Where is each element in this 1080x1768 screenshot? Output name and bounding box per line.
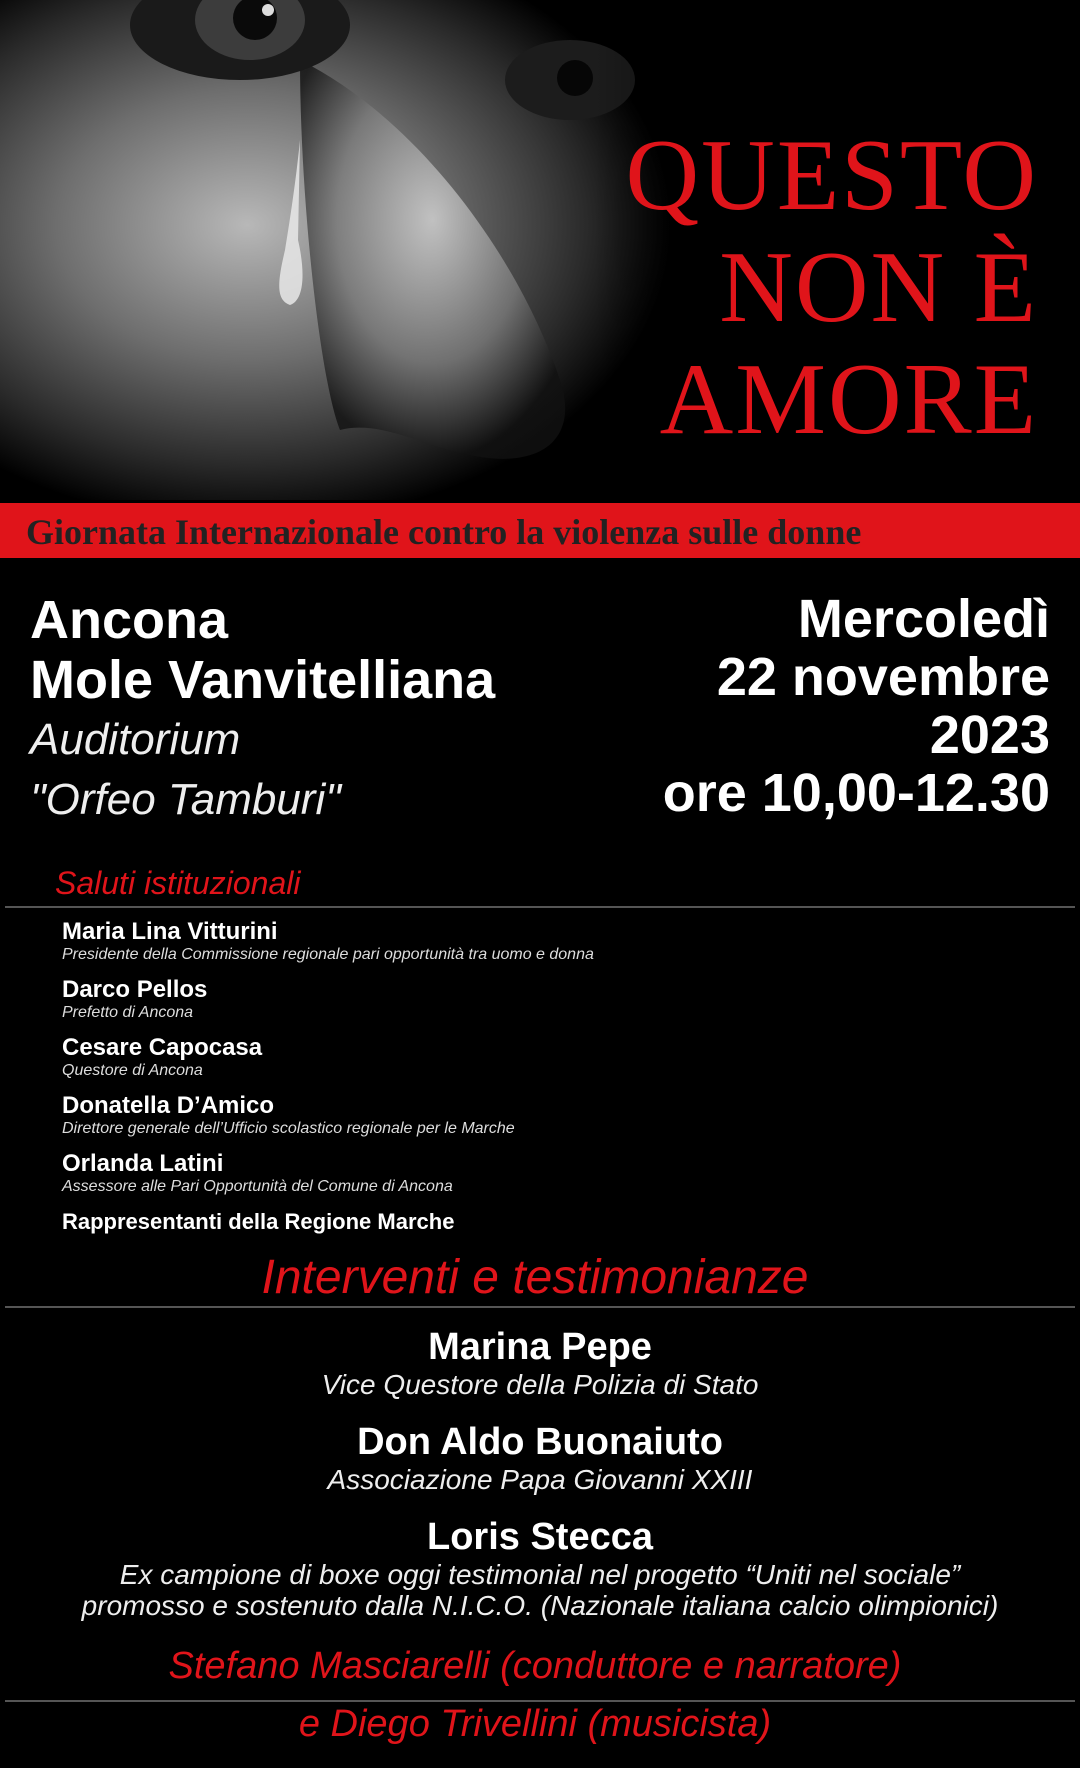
speakers-list [0,1325,1080,1641]
greetings-heading: Saluti istituzionali [55,865,301,901]
list-item [62,1208,594,1236]
subtitle-banner [0,503,1080,558]
hall: Auditorium [30,715,241,764]
speaker-name: Marina Pepe [428,1326,652,1368]
banner-text: Giornata Internazionale contro la violenza sulle donne [26,512,862,552]
list-item [62,976,594,1022]
person-role: Direttore generale dell’Ufficio scolastico regionale per le Marche [62,1120,515,1137]
weekday: Mercoledì [797,589,1050,649]
list-item [0,1515,1080,1621]
person-name: Cesare Capocasa [62,1034,263,1061]
list-item [62,918,594,964]
date-block [663,590,1050,822]
person-name: Maria Lina Vitturini [62,918,278,945]
speaker-name: Loris Stecca [427,1516,653,1558]
talks-heading: Interventi e testimonianze [261,1251,809,1304]
event-title [626,120,1038,456]
person-name: Orlanda Latini [62,1150,224,1177]
title-line: QUESTO [625,119,1038,232]
city: Ancona [30,590,229,650]
venue: Mole Vanvitelliana [30,650,496,710]
list-item [62,1150,594,1196]
speaker-name: Don Aldo Buonaiuto [357,1421,723,1463]
speaker-role: Ex campione di boxe oggi testimonial nel progetto “Uniti nel sociale” [119,1559,961,1590]
person-role: Questore di Ancona [62,1062,203,1079]
title-line: AMORE [659,343,1038,456]
closing-line: e Diego Trivellini (musicista) [298,1703,772,1745]
person-role: Assessore alle Pari Opportunità del Comune di Ancona [62,1178,453,1195]
list-item [62,1092,594,1138]
person-name: Rappresentanti della Regione Marche [62,1209,455,1234]
person-name: Donatella D’Amico [62,1092,275,1119]
day-month: 22 novembre [716,647,1050,707]
time: ore 10,00-12.30 [662,763,1050,823]
location-block [30,590,495,830]
speaker-role: Associazione Papa Giovanni XXIII [327,1464,753,1495]
person-role: Prefetto di Ancona [62,1004,194,1021]
person-name: Darco Pellos [62,976,208,1003]
speaker-role: promosso e sostenuto dalla N.I.C.O. (Nazionale italiana calcio olimpionici) [81,1590,999,1621]
person-role: Presidente della Commissione regionale pari opportunità tra uomo e donna [62,946,594,963]
list-item [0,1325,1080,1400]
greetings-list [62,918,594,1248]
title-line: NON È [719,231,1038,344]
speaker-role: Vice Questore della Polizia di Stato [321,1369,759,1400]
hero-photo [0,0,1080,500]
list-item [0,1420,1080,1495]
closing-line: Stefano Masciarelli (conduttore e narratore) [168,1645,902,1687]
divider [5,1700,1075,1702]
divider [5,906,1075,908]
hall-name: "Orfeo Tamburi" [30,775,341,824]
divider [5,1306,1075,1308]
list-item [62,1034,594,1080]
year: 2023 [929,705,1050,765]
